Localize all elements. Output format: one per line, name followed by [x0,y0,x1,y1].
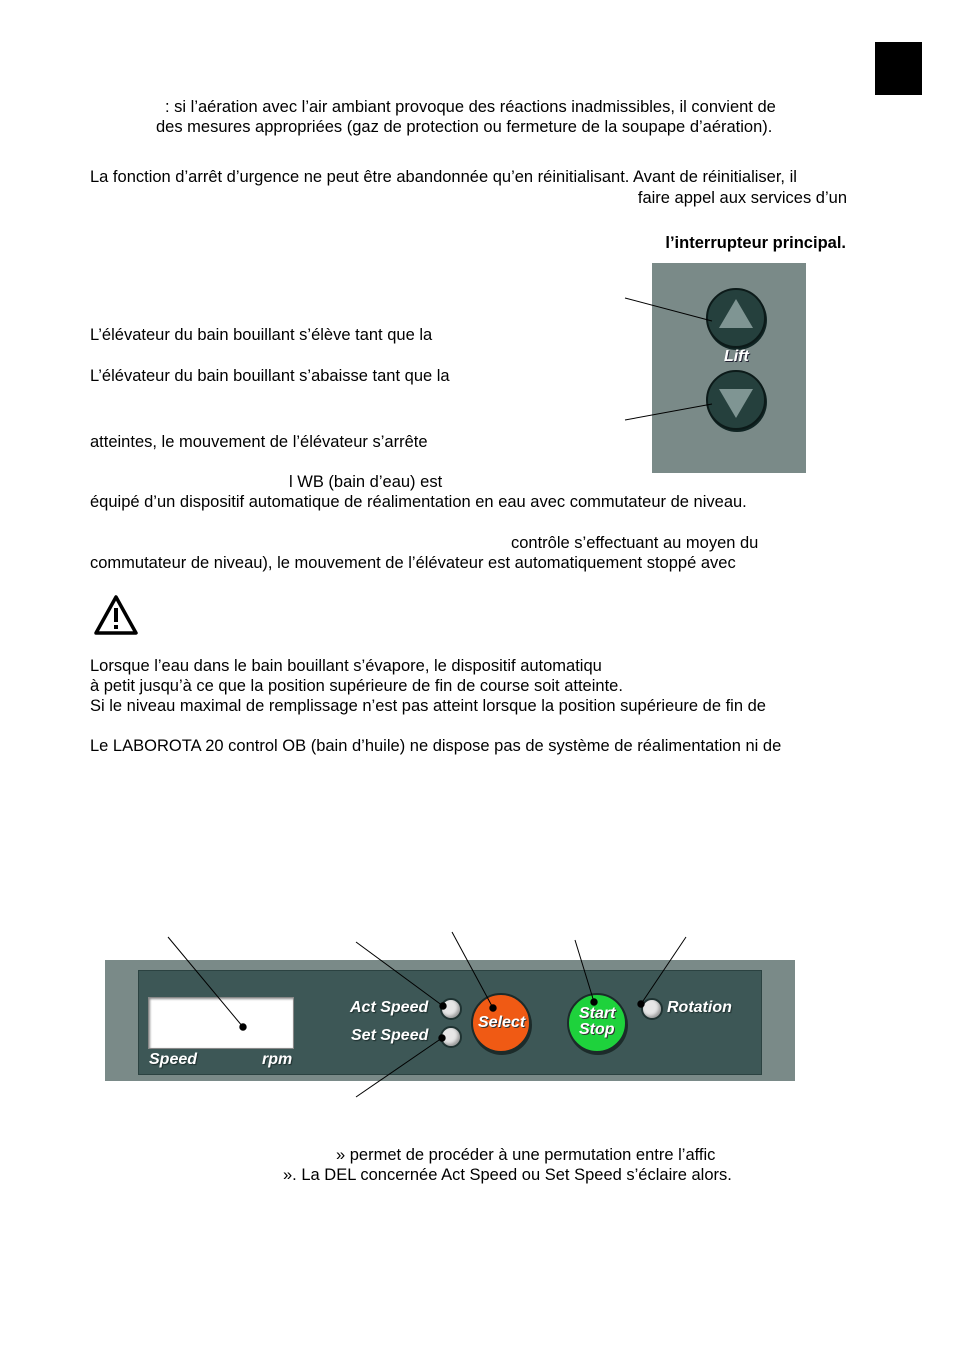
start-stop-callout-dot [591,999,597,1005]
lift-label: Lift [724,348,749,365]
level-control-text: contrôle s’effectuant au moyen du [511,534,759,552]
rotation-callout-dot [638,1001,644,1007]
start-label: Start [579,1005,616,1022]
act-speed-callout-dot [440,1003,446,1009]
select-callout [452,932,493,1008]
aeration-text-line1: : si l’aération avec l’air ambiant provoque des réactions inadmissibles, il convient de [165,98,776,116]
wb-text: l WB (bain d’eau) est [289,473,443,491]
select-description-line1: » permet de procéder à une permutation entre l’affic [336,1146,716,1164]
main-switch-text: l’interrupteur principal. [665,234,846,252]
lift-stop-text: atteintes, le mouvement de l’élévateur s’arrête [90,433,428,451]
display-callout [168,937,243,1027]
act-speed-callout [356,942,443,1006]
set-speed-label: Set Speed [351,1027,429,1044]
display-callout-dot [240,1024,246,1030]
lift-up-callout [625,298,712,321]
act-speed-label: Act Speed [350,999,429,1016]
select-button-label: Select [478,1014,526,1031]
select-description-line2: ». La DEL concernée Act Speed ou Set Speed s’éclaire alors. [283,1166,732,1184]
emergency-text-line1: La fonction d’arrêt d’urgence ne peut être abandonnée qu’en réinitialisant. Avant de réinitialiser, il [90,168,797,186]
select-callout-dot [490,1005,496,1011]
set-speed-callout [356,1038,442,1097]
lift-down-text: L’élévateur du bain bouillant s’abaisse tant que la [90,367,450,385]
evaporation-text-line1: Lorsque l’eau dans le bain bouillant s’évapore, le dispositif automatiqu [90,657,602,675]
ob-text: Le LABOROTA 20 control OB (bain d’huile) ne dispose pas de système de réalimentation ni de [90,737,782,755]
evaporation-text-line2: à petit jusqu’à ce que la position supérieure de fin de course soit atteinte. [90,677,623,695]
set-speed-callout-dot [439,1035,445,1041]
rotation-label: Rotation [667,999,732,1016]
rpm-label: rpm [262,1051,293,1068]
evaporation-text-line3: Si le niveau maximal de remplissage n’est pas atteint lorsque la position supérieure de fin de [90,697,766,715]
refill-text: équipé d’un dispositif automatique de réalimentation en eau avec commutateur de niveau. [90,493,747,511]
level-switch-text: commutateur de niveau), le mouvement de l’élévateur est automatiquement stoppé avec [90,554,736,572]
lift-up-text: L’élévateur du bain bouillant s’élève tant que la [90,326,433,344]
lift-down-callout [625,404,712,420]
rotation-callout [641,937,686,1004]
start-stop-callout [575,940,594,1002]
stop-label: Stop [579,1021,615,1038]
speed-label: Speed [149,1051,198,1068]
aeration-text-line2: des mesures appropriées (gaz de protection ou fermeture de la soupape d’aération). [156,118,773,136]
emergency-text-line2: faire appel aux services d’un [637,189,847,207]
